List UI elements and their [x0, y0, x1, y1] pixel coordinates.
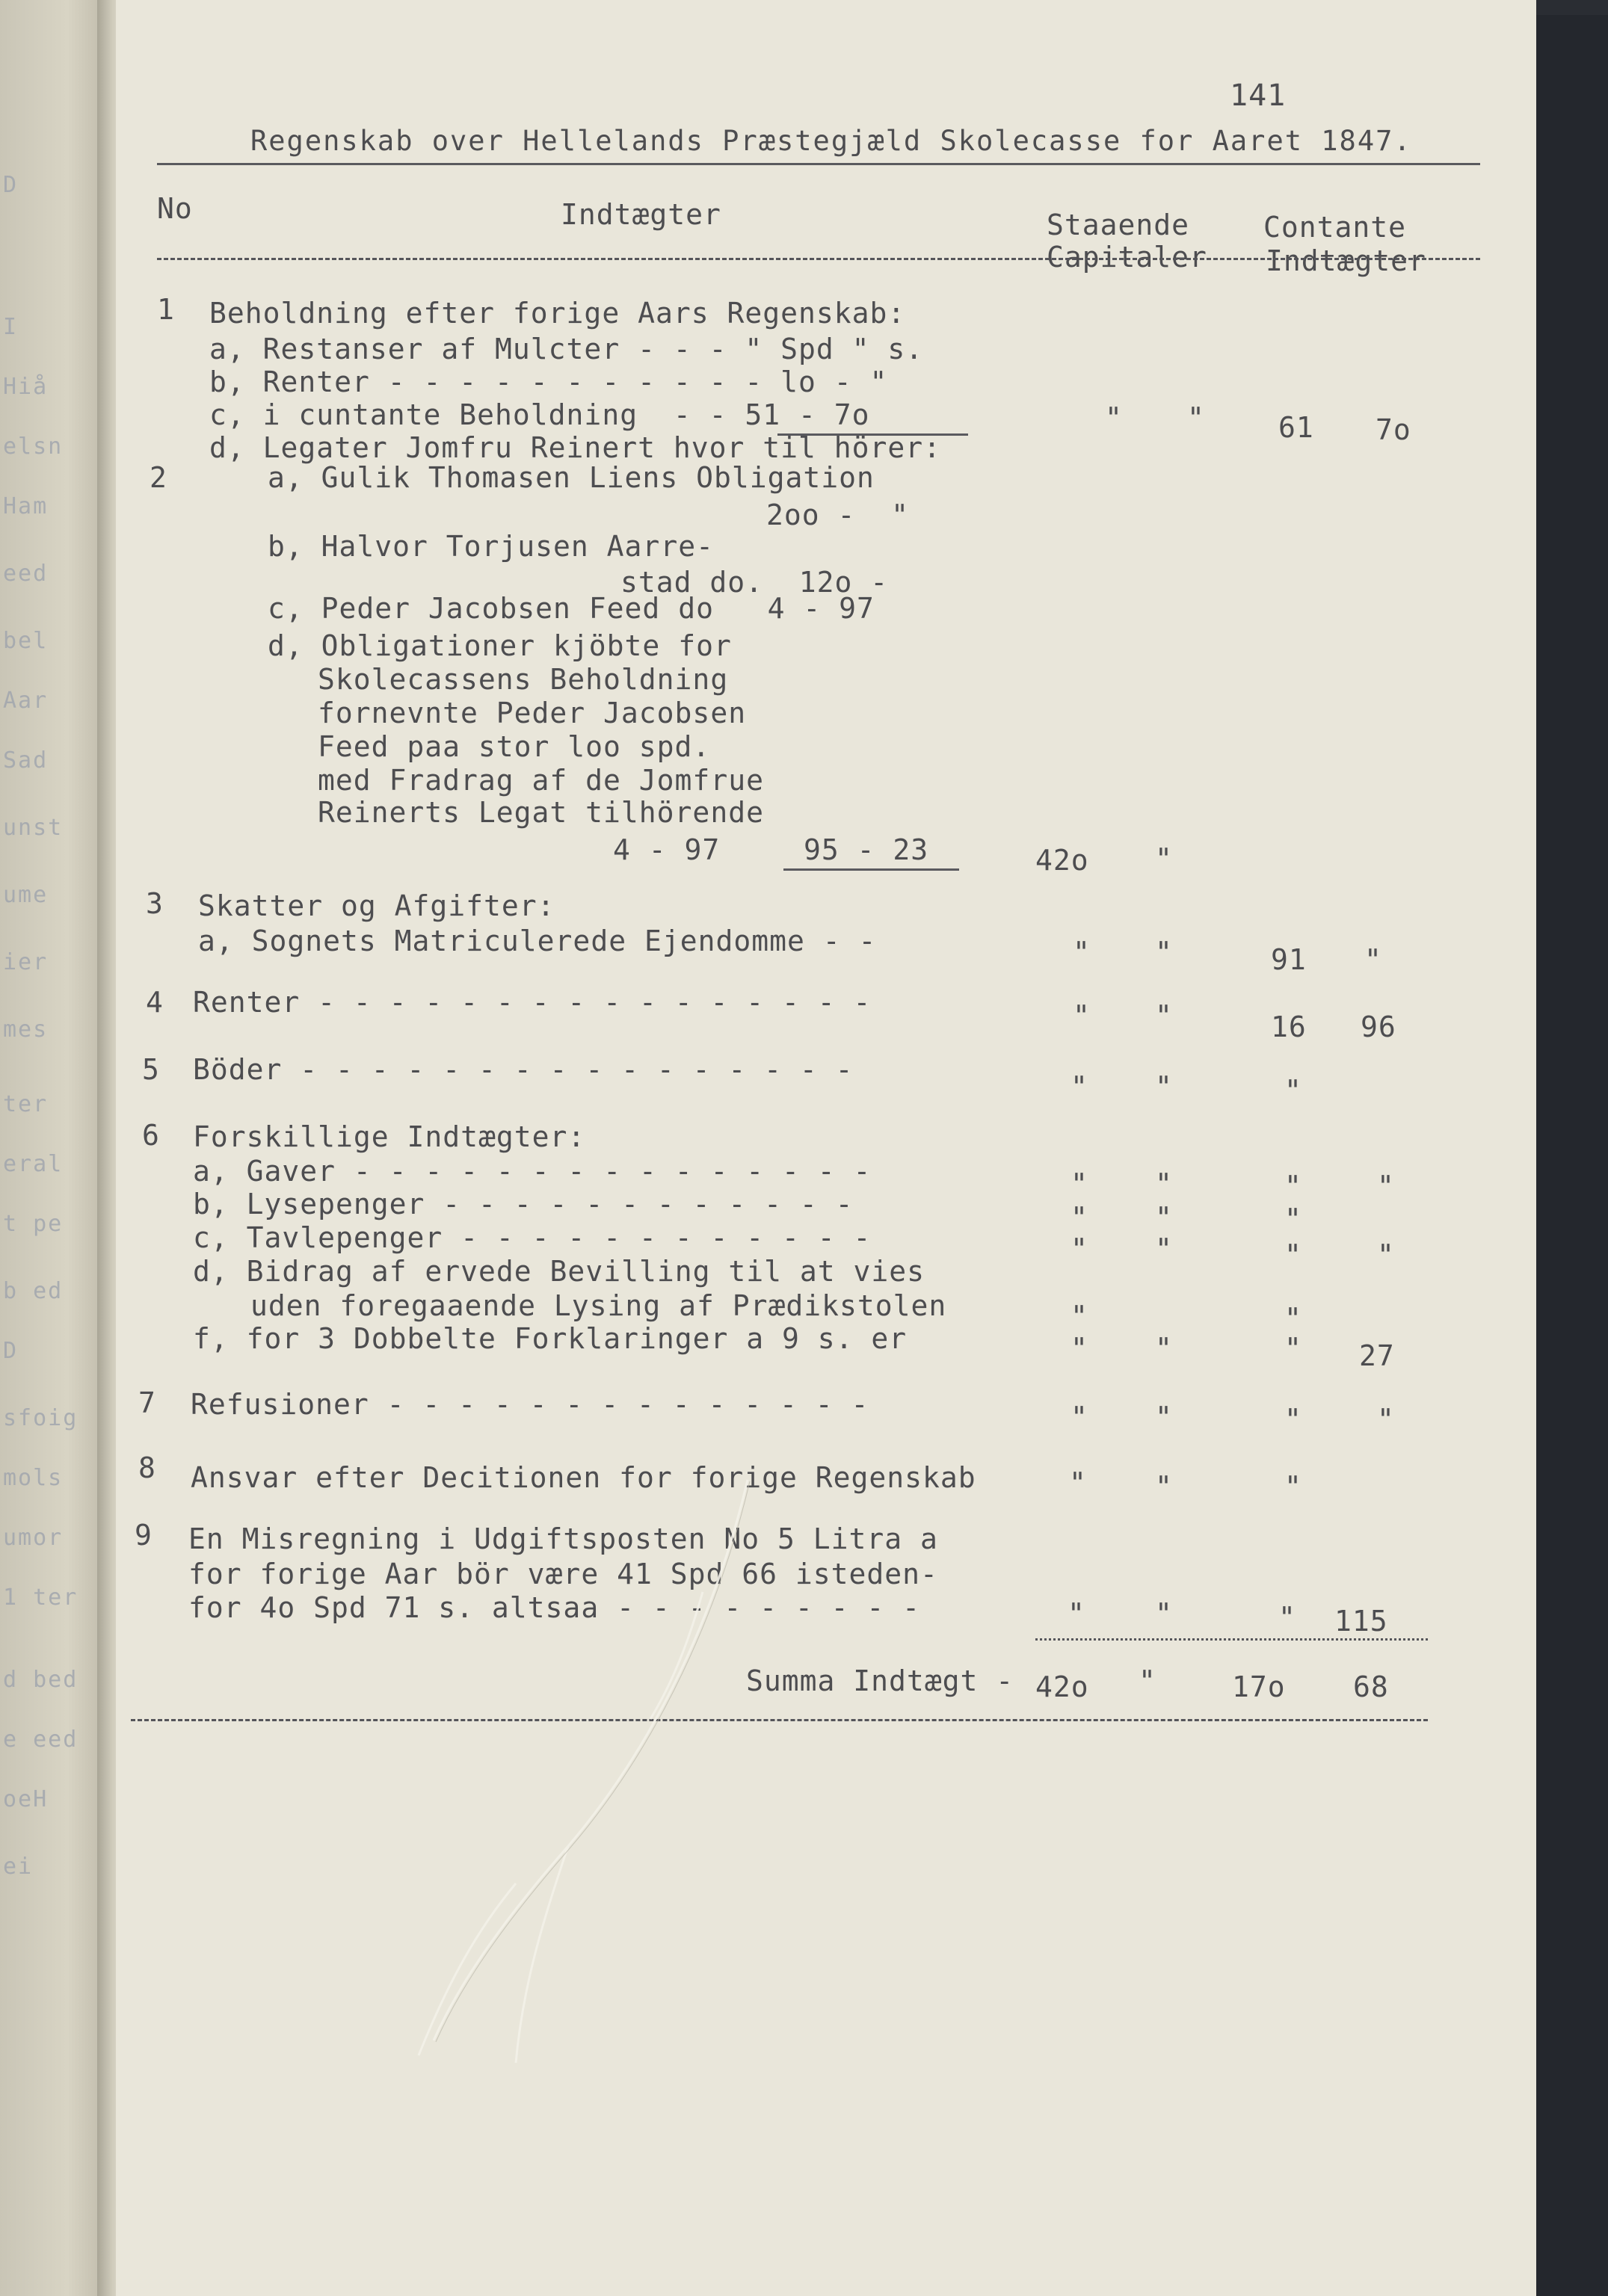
staaende-value: " — [1071, 1232, 1088, 1265]
staaende-value: " — [1155, 1201, 1173, 1234]
staaende-value: " — [1187, 401, 1205, 434]
entry-text: a, Sognets Matriculerede Ejendomme - - — [198, 925, 877, 957]
previous-page-fragment: I — [3, 314, 19, 340]
entry-text: Reinerts Legat tilhörende — [318, 796, 764, 829]
previous-page-fragment: eral — [3, 1151, 64, 1177]
entry-text: a, Restanser af Mulcter - - - " Spd " s. — [209, 333, 924, 365]
staaende-value: " — [1071, 1167, 1088, 1200]
contante-value: " — [1284, 1403, 1302, 1436]
entry-number: 7 — [138, 1386, 156, 1419]
staaende-value: " — [1155, 1401, 1173, 1434]
entry-text: Skolecassens Beholdning — [318, 663, 729, 696]
staaende-value: " — [1105, 401, 1123, 434]
contante-value: " — [1284, 1470, 1302, 1503]
previous-page-fragment: Hiå — [3, 374, 49, 400]
previous-page-fragment: e eed — [3, 1726, 78, 1753]
sum-staaende-shillings: " — [1139, 1664, 1156, 1697]
entry-text: Feed paa stor loo spd. — [318, 730, 711, 763]
column-header-no: No — [157, 192, 193, 225]
staaende-value: " — [1155, 1167, 1173, 1200]
entry-text: c, Peder Jacobsen Feed do 4 - 97 — [268, 592, 875, 625]
entry-amount: 4 - 97 — [613, 833, 721, 866]
previous-page-fragment: bel — [3, 628, 49, 654]
previous-page-fragment: d bed — [3, 1667, 78, 1693]
contante-value: " — [1364, 943, 1382, 976]
previous-page-fragment: Aar — [3, 688, 49, 714]
entry-text: for forige Aar bör være 41 Spd 66 isteden- — [188, 1558, 938, 1590]
previous-page-fragment: eed — [3, 561, 49, 587]
contante-value: " — [1377, 1170, 1395, 1203]
entry-text: c, Tavlepenger - - - - - - - - - - - - — [193, 1221, 872, 1254]
contante-value: " — [1284, 1170, 1302, 1203]
entry-text: stad do. 12o - — [620, 566, 889, 599]
entry-number: 5 — [142, 1053, 160, 1086]
sum-contante-shillings: 68 — [1353, 1670, 1389, 1703]
staaende-value: " — [1155, 936, 1173, 969]
staaende-value: " — [1071, 1401, 1088, 1434]
previous-page-fragment: 1 ter — [3, 1584, 78, 1611]
previous-page-fragment: mols — [3, 1465, 64, 1491]
entry-number: 9 — [135, 1519, 153, 1552]
entry-text: f, for 3 Dobbelte Forklaringer a 9 s. er — [193, 1322, 908, 1355]
entry-amount: 2oo - " — [766, 499, 910, 531]
previous-page-fragment: unst — [3, 815, 64, 841]
entry-number: 2 — [150, 461, 167, 494]
contante-value: " — [1284, 1302, 1302, 1335]
previous-page-fragment: mes — [3, 1016, 49, 1043]
previous-page-fragment: sfoig — [3, 1405, 78, 1431]
entry-number: 1 — [157, 293, 175, 326]
contante-value: " — [1278, 1601, 1296, 1634]
column-header-staaende: Staaende — [1047, 209, 1190, 241]
previous-page-fragment: Sad — [3, 747, 49, 774]
column-header-contante: Contante — [1263, 211, 1407, 244]
previous-page-fragment: oeH — [3, 1786, 49, 1812]
staaende-value: " — [1069, 1466, 1087, 1499]
entry-text: c, i cuntante Beholdning - - 51 - 7o — [209, 398, 870, 431]
entry-number: 4 — [146, 986, 164, 1019]
previous-page-fragment: ei — [3, 1854, 34, 1880]
previous-page-fragment: ume — [3, 882, 49, 908]
previous-page-fragment: Ham — [3, 493, 49, 519]
page-number: 141 — [1230, 78, 1287, 113]
staaende-value: " — [1068, 1597, 1085, 1630]
contante-value: 27 — [1359, 1339, 1395, 1372]
contante-value: " — [1284, 1203, 1302, 1235]
previous-page-fragment: D — [3, 1338, 19, 1364]
entry-text: b, Halvor Torjusen Aarre- — [268, 530, 714, 563]
contante-value: 96 — [1361, 1010, 1396, 1043]
staaende-value: " — [1155, 1470, 1173, 1503]
previous-page-fragment: t pe — [3, 1211, 64, 1237]
staaende-value: " — [1155, 999, 1173, 1032]
sum-staaende: 42o — [1035, 1670, 1089, 1703]
column-header-capitaler: Capitaler — [1047, 241, 1207, 274]
contante-value: 115 — [1334, 1605, 1388, 1638]
previous-page-fragment: b ed — [3, 1278, 64, 1304]
staaende-value: 42o — [1035, 844, 1089, 877]
contante-value: 16 — [1271, 1010, 1307, 1043]
entry-text: Renter - - - - - - - - - - - - - - - - — [193, 986, 872, 1019]
entry-text: d, Legater Jomfru Reinert hvor til hörer: — [209, 431, 941, 464]
staaende-value: " — [1155, 1332, 1173, 1365]
entry-text: a, Gaver - - - - - - - - - - - - - - - — [193, 1155, 872, 1188]
staaende-value: " — [1155, 1232, 1173, 1265]
staaende-value: " — [1071, 1070, 1088, 1103]
entry-text: Forskillige Indtægter: — [193, 1120, 586, 1153]
contante-value: " — [1377, 1403, 1395, 1436]
staaende-value: " — [1073, 999, 1091, 1032]
staaende-value: " — [1071, 1201, 1088, 1234]
staaende-value: " — [1155, 1597, 1173, 1630]
previous-page-fragment: ier — [3, 949, 49, 975]
contante-value: " — [1284, 1074, 1302, 1107]
entry-number: 8 — [138, 1451, 156, 1484]
page-title: Regenskab over Hellelands Præstegjæld Skolecasse for Aaret 1847. — [250, 125, 1412, 157]
column-header-indtaegter: Indtægter — [561, 198, 721, 231]
entry-text: Böder - - - - - - - - - - - - - - - - — [193, 1053, 854, 1086]
entry-text: for 4o Spd 71 s. altsaa - - - - - - - - - — [188, 1591, 920, 1624]
previous-page-fragment: elsn — [3, 433, 64, 460]
staaende-value: " — [1155, 1070, 1173, 1103]
previous-page-fragment: D — [3, 172, 19, 198]
entry-text: fornevnte Peder Jacobsen — [318, 697, 747, 729]
entry-text: Ansvar efter Decitionen for forige Regenskab — [191, 1461, 976, 1494]
sum-label: Summa Indtægt - — [746, 1664, 1014, 1697]
entry-text: b, Lysepenger - - - - - - - - - - - - — [193, 1188, 854, 1220]
previous-page-fragment: ter — [3, 1091, 49, 1117]
entry-number: 3 — [146, 887, 164, 920]
entry-text: Beholdning efter forige Aars Regenskab: — [209, 297, 906, 330]
staaende-value: " — [1155, 842, 1173, 875]
contante-value: " — [1284, 1238, 1302, 1271]
sum-contante: 17o — [1232, 1670, 1286, 1703]
contante-value: 91 — [1271, 943, 1307, 976]
contante-value: 7o — [1376, 413, 1411, 446]
contante-value: " — [1284, 1332, 1302, 1365]
contante-value: " — [1377, 1238, 1395, 1271]
staaende-value: " — [1071, 1300, 1088, 1333]
staaende-value: " — [1071, 1332, 1088, 1365]
entry-text: uden foregaaende Lysing af Prædikstolen — [250, 1289, 947, 1322]
entry-amount: 95 - 23 — [804, 833, 929, 866]
column-header-indtaegter-cash: Indtægter — [1266, 244, 1426, 277]
entry-text: En Misregning i Udgiftsposten No 5 Litra a — [188, 1522, 938, 1555]
entry-text: d, Bidrag af ervede Bevilling til at vies — [193, 1255, 925, 1288]
staaende-value: " — [1073, 936, 1091, 969]
entry-text: b, Renter - - - - - - - - - - - lo - " — [209, 365, 888, 398]
entry-text: med Fradrag af de Jomfrue — [318, 764, 764, 797]
previous-page-fragment: umor — [3, 1525, 64, 1551]
entry-text: d, Obligationer kjöbte for — [268, 629, 732, 662]
contante-value: 61 — [1278, 411, 1314, 444]
entry-text: Refusioner - - - - - - - - - - - - - - — [191, 1388, 869, 1421]
entry-text: Skatter og Afgifter: — [198, 889, 555, 922]
entry-number: 6 — [142, 1119, 160, 1152]
entry-text: a, Gulik Thomasen Liens Obligation — [268, 461, 875, 494]
